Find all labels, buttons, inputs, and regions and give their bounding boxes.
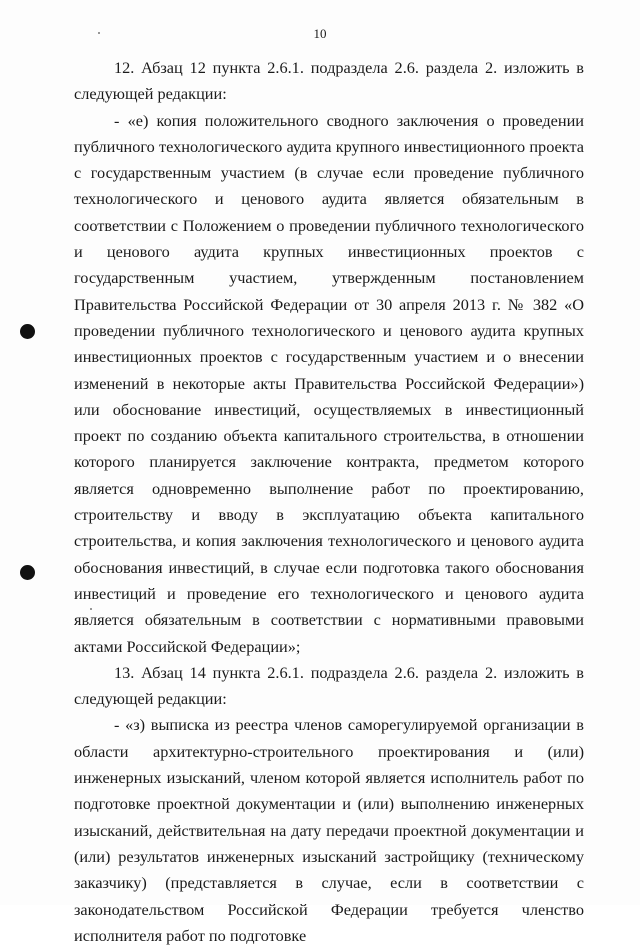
page-number: 10: [313, 26, 327, 41]
punch-hole-icon: [20, 565, 35, 580]
paragraph-item-12-text: - «е) копия положительного сводного заключения о проведении публичного технологического аудита крупного инвестиционного проекта с государственным участием (в случае если проведение публичного технологического и ценового аудита является обязательным в соответствии с Положением о проведении публичного технологического и ценового аудита крупных инвестиционных проектов с государственным участием, утвержденным постановлением Правительства Российской Федерации от 30 апреля 2013 г. № 382 «О проведении публичного технологического и ценового аудита крупных инвестиционных проектов с государственным участием и о внесении изменений в некоторые акты Правительства Российской Федерации») или обоснование инвестиций, осуществляемых в инвестиционный проект по созданию объекта капитального строительства, в отношении которого планируется заключение контракта, предметом которого является одновременно выполнение работ по проектированию, строительству и вводу в эксплуатацию объекта капитального строительства, и копия заключения технологического и ценового аудита обоснования инвестиций, в случае если подготовка такого обоснования инвестиций и проведение его технологического и ценового аудита является обязательным в соответствии с нормативными правовыми актами Российской Федерации»;: [74, 110, 584, 656]
paragraph-item-13-text: - «з) выписка из реестра членов саморегулируемой организации в области архитектурно-строительного проектирования и (или) инженерных изысканий, членом которой является исполнитель работ по подготовке проектной документации и (или) выполнению инженерных изысканий, действительная на дату передачи проектной документации и (или) результатов инженерных изысканий застройщику (техническому заказчику) (представляется в случае, если в соответствии с законодательством Российской Федерации требуется членство исполнителя работ по подготовке: [74, 715, 584, 945]
paragraph-item-13: 13. Абзац 14 пункта 2.6.1. подраздела 2.6. раздела 2. изложить в следующей редакции:: [74, 662, 584, 709]
scan-speck: [98, 32, 100, 34]
punch-hole-icon: [20, 324, 35, 339]
document-body: [74, 55, 584, 949]
paragraph-item-12: 12. Абзац 12 пункта 2.6.1. подраздела 2.6. раздела 2. изложить в следующей редакции:: [74, 58, 584, 104]
